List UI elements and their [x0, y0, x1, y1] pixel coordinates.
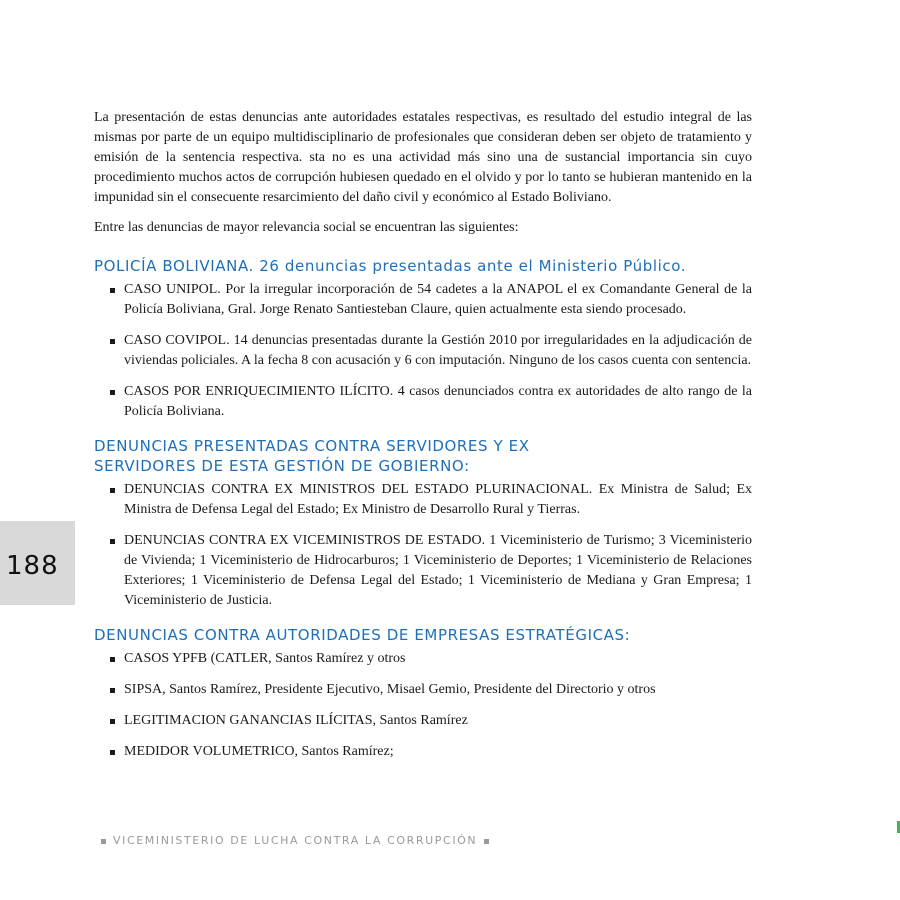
- bullet-icon: [110, 719, 115, 724]
- footer-text: VICEMINISTERIO DE LUCHA CONTRA LA CORRUPCIÓN: [113, 834, 478, 847]
- bullet-list-empresas: [94, 649, 752, 762]
- list-item: [94, 680, 752, 700]
- intro-paragraph: Entre las denuncias de mayor relevancia social se encuentran las siguientes:: [94, 220, 519, 235]
- section-heading-empresas: DENUNCIAS CONTRA AUTORIDADES DE EMPRESAS ESTRATÉGICAS:: [94, 626, 631, 644]
- list-item: [94, 531, 752, 611]
- list-item-text: SIPSA, Santos Ramírez, Presidente Ejecutivo, Misael Gemio, Presidente del Directorio y otros: [124, 682, 656, 697]
- list-item-text: CASOS YPFB (CATLER, Santos Ramírez y otros: [124, 651, 406, 666]
- list-item: [94, 280, 752, 320]
- list-item: [94, 331, 752, 371]
- list-item-text: CASO COVIPOL. 14 denuncias presentadas durante la Gestión 2010 por irregularidades en la adjudicación de viviendas policiales. A la fecha 8 con acusación y 6 con imputación. Ninguno de los casos cuenta con sentencia.: [124, 333, 752, 368]
- section-heading-policia: POLICÍA BOLIVIANA. 26 denuncias presentadas ante el Ministerio Público.: [94, 257, 687, 275]
- footer-square-icon: [484, 839, 489, 844]
- bullet-icon: [110, 339, 115, 344]
- page-number-tab: [0, 521, 75, 605]
- list-item: [94, 480, 752, 520]
- bullet-list-policia: [94, 280, 752, 422]
- bullet-icon: [110, 657, 115, 662]
- list-item: [94, 742, 752, 762]
- bullet-icon: [110, 288, 115, 293]
- list-item-text: LEGITIMACION GANANCIAS ILÍCITAS, Santos Ramírez: [124, 713, 468, 728]
- footer-square-icon: [101, 839, 106, 844]
- list-item: [94, 649, 752, 669]
- section-heading-line: SERVIDORES DE ESTA GESTIÓN DE GOBIERNO:: [94, 457, 470, 475]
- body-paragraph: La presentación de estas denuncias ante autoridades estatales respectivas, es resultado del estudio integral de las mismas por parte de un equipo multidisciplinario de profesionales que consideran deben ser objeto de tratamiento y emisión de la sentencia respectiva. sta no es una actividad más sino una de sustancial importancia sin cuyo procedimiento muchos actos de corrupción hubiesen quedado en el olvido y por lo tanto se hubieran mantenido en la impunidad sin el consecuente resarcimiento del daño civil y económico al Estado Boliviano.: [94, 110, 752, 205]
- bullet-icon: [110, 688, 115, 693]
- list-item: [94, 382, 752, 422]
- bullet-icon: [110, 539, 115, 544]
- list-item-text: CASOS POR ENRIQUECIMIENTO ILÍCITO. 4 casos denunciados contra ex autoridades de alto rango de la Policía Boliviana.: [124, 384, 752, 419]
- bullet-icon: [110, 488, 115, 493]
- bullet-list-servidores: [94, 480, 752, 611]
- section-heading-line: DENUNCIAS PRESENTADAS CONTRA SERVIDORES Y EX: [94, 437, 530, 455]
- list-item-text: DENUNCIAS CONTRA EX VICEMINISTROS DE ESTADO. 1 Viceministerio de Turismo; 3 Viceministerio de Vivienda; 1 Viceministerio de Hidrocarburos; 1 Viceministerio de Deportes; 1 Viceministerio de Relaciones Exteriores; 1 Viceministerio de Defensa Legal del Estado; 1 Viceministerio de Mediana y Gran Empresa; 1 Viceministerio de Justicia.: [124, 533, 752, 608]
- bullet-icon: [110, 390, 115, 395]
- page-number: 188: [6, 551, 59, 581]
- list-item-text: MEDIDOR VOLUMETRICO, Santos Ramírez;: [124, 744, 394, 759]
- bullet-icon: [110, 750, 115, 755]
- page-content: [94, 108, 752, 776]
- list-item: [94, 711, 752, 731]
- list-item-text: DENUNCIAS CONTRA EX MINISTROS DEL ESTADO PLURINACIONAL. Ex Ministra de Salud; Ex Ministra de Defensa Legal del Estado; Ex Ministro de Desarrollo Rural y Tierras.: [124, 482, 752, 517]
- section-heading-servidores: [94, 436, 752, 476]
- footer: [94, 834, 496, 847]
- list-item-text: CASO UNIPOL. Por la irregular incorporación de 54 cadetes a la ANAPOL el ex Comandante General de la Policía Boliviana, Gral. Jorge Renato Santiesteban Claure, quien actualmente esta siendo procesado.: [124, 282, 752, 317]
